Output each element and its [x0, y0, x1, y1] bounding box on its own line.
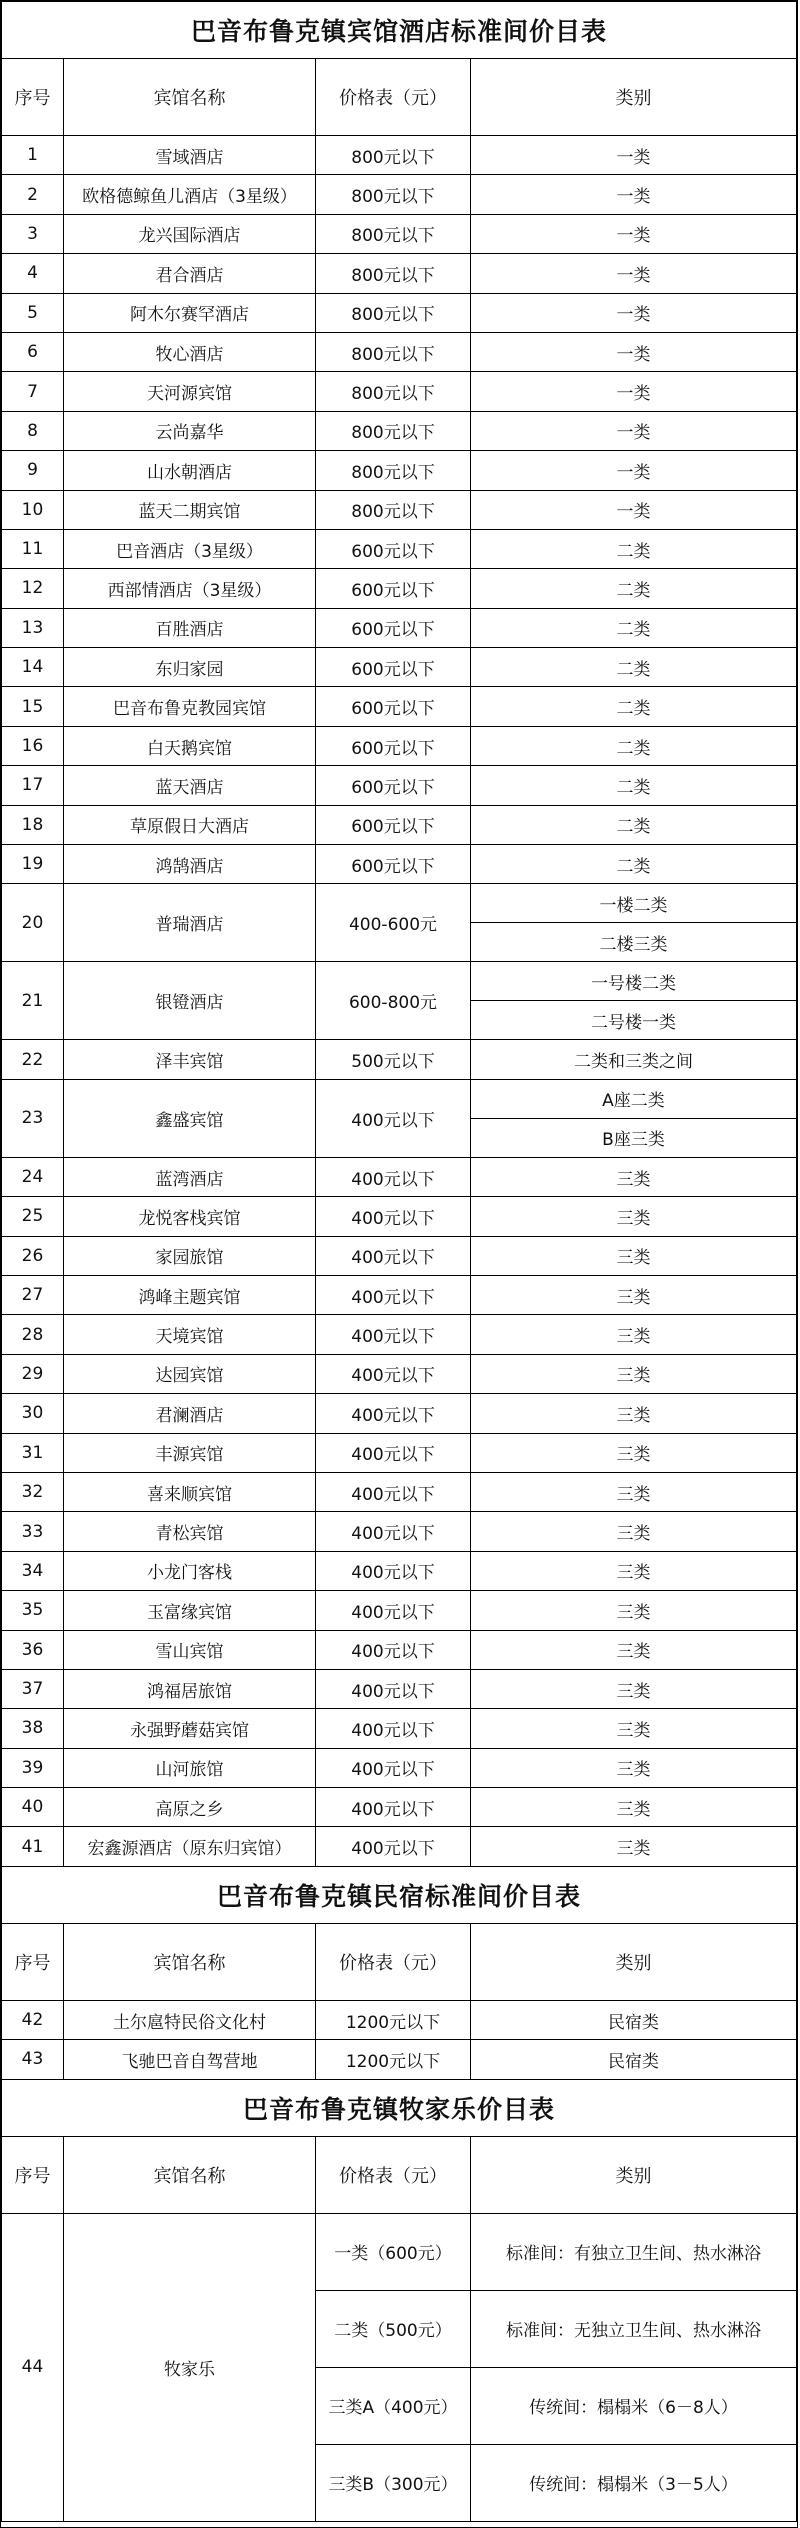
price-range: 400元以下 [316, 1315, 471, 1354]
row-number: 36 [2, 1630, 64, 1669]
table-row [2, 175, 797, 214]
table-row [2, 1040, 797, 1079]
category: 二号楼一类 [471, 1001, 797, 1040]
table-row [2, 136, 797, 175]
row-number: 27 [2, 1275, 64, 1314]
table-row [2, 1315, 797, 1354]
row-number: 12 [2, 569, 64, 608]
row-number: 3 [2, 214, 64, 253]
table-row [2, 1394, 797, 1433]
tier-category: 传统间：榻榻米（6－8人） [471, 2367, 797, 2444]
table-row [2, 726, 797, 765]
table-row [2, 845, 797, 884]
price-range: 800元以下 [316, 293, 471, 332]
category: 二类 [471, 648, 797, 687]
hotel-name: 永强野蘑菇宾馆 [64, 1709, 316, 1748]
category: 民宿类 [471, 2040, 797, 2079]
tier-category: 标准间：有独立卫生间、热水淋浴 [471, 2213, 797, 2290]
table-row [2, 2213, 797, 2290]
hotel-name: 白天鹅宾馆 [64, 726, 316, 765]
row-number: 19 [2, 845, 64, 884]
price-range: 1200元以下 [316, 2000, 471, 2039]
category: A座二类 [471, 1079, 797, 1118]
row-number: 37 [2, 1669, 64, 1708]
price-range: 400元以下 [316, 1669, 471, 1708]
price-range: 800元以下 [316, 372, 471, 411]
category: 二类 [471, 805, 797, 844]
table-row [2, 569, 797, 608]
hotel-name: 君澜酒店 [64, 1394, 316, 1433]
category: 三类 [471, 1551, 797, 1590]
homestay_section-header-row [2, 1923, 797, 2000]
category: 一号楼二类 [471, 962, 797, 1001]
tier-price: 三类A（400元） [316, 2367, 471, 2444]
hotel-name: 牧家乐 [64, 2213, 316, 2521]
hotel-name: 蓝天酒店 [64, 766, 316, 805]
hotel-name: 百胜酒店 [64, 608, 316, 647]
row-number: 14 [2, 648, 64, 687]
price-range: 400元以下 [316, 1354, 471, 1393]
table-row [2, 1551, 797, 1590]
row-number: 42 [2, 2000, 64, 2039]
category: 二类 [471, 608, 797, 647]
hotel-name: 鑫盛宾馆 [64, 1079, 316, 1157]
price-range: 600-800元 [316, 962, 471, 1040]
category: 一类 [471, 490, 797, 529]
hotel_section-title-row [2, 2, 797, 59]
hotel-name: 银镫酒店 [64, 962, 316, 1040]
tier-price: 三类B（300元） [316, 2444, 471, 2521]
row-number: 20 [2, 884, 64, 962]
row-number: 5 [2, 293, 64, 332]
table-row [2, 293, 797, 332]
category: 三类 [471, 1630, 797, 1669]
row-number: 24 [2, 1157, 64, 1196]
category: B座三类 [471, 1118, 797, 1157]
row-number: 15 [2, 687, 64, 726]
table-row [2, 411, 797, 450]
category: 一类 [471, 332, 797, 371]
hotel-name: 西部情酒店（3星级） [64, 569, 316, 608]
price-range: 500元以下 [316, 1040, 471, 1079]
category: 一类 [471, 254, 797, 293]
category: 一楼二类 [471, 884, 797, 923]
price-range: 800元以下 [316, 451, 471, 490]
hotel-name: 雪山宾馆 [64, 1630, 316, 1669]
price-range: 400元以下 [316, 1433, 471, 1472]
row-number: 31 [2, 1433, 64, 1472]
hotel-name: 喜来顺宾馆 [64, 1472, 316, 1511]
table-row [2, 2000, 797, 2039]
table-row [2, 1079, 797, 1118]
category: 二类 [471, 687, 797, 726]
table-row [2, 214, 797, 253]
table-row [2, 332, 797, 371]
price-range: 600元以下 [316, 845, 471, 884]
category: 一类 [471, 214, 797, 253]
price-range: 800元以下 [316, 490, 471, 529]
row-number: 32 [2, 1472, 64, 1511]
table-row [2, 766, 797, 805]
category: 三类 [471, 1433, 797, 1472]
hotel-name: 草原假日大酒店 [64, 805, 316, 844]
category: 三类 [471, 1157, 797, 1196]
hotel-name: 天境宾馆 [64, 1315, 316, 1354]
tier-category: 传统间：榻榻米（3－5人） [471, 2444, 797, 2521]
hotel-name: 巴音布鲁克教园宾馆 [64, 687, 316, 726]
row-number: 35 [2, 1591, 64, 1630]
hotel-name: 泽丰宾馆 [64, 1040, 316, 1079]
table-row [2, 1827, 797, 1866]
row-number: 33 [2, 1512, 64, 1551]
header-price: 价格表（元） [316, 59, 471, 136]
hotel-name: 宏鑫源酒店（原东归宾馆） [64, 1827, 316, 1866]
row-number: 29 [2, 1354, 64, 1393]
price-range: 400元以下 [316, 1591, 471, 1630]
table-row [2, 687, 797, 726]
price-range: 400元以下 [316, 1079, 471, 1157]
table-row [2, 1709, 797, 1748]
header-category: 类别 [471, 1923, 797, 2000]
header-category: 类别 [471, 2136, 797, 2213]
row-number: 28 [2, 1315, 64, 1354]
row-number: 4 [2, 254, 64, 293]
hotel-name: 牧心酒店 [64, 332, 316, 371]
row-number: 1 [2, 136, 64, 175]
table-row [2, 608, 797, 647]
category: 三类 [471, 1591, 797, 1630]
hotel-name: 普瑞酒店 [64, 884, 316, 962]
price-range: 400元以下 [316, 1630, 471, 1669]
row-number: 18 [2, 805, 64, 844]
tier-price: 一类（600元） [316, 2213, 471, 2290]
row-number: 9 [2, 451, 64, 490]
category: 一类 [471, 451, 797, 490]
category: 民宿类 [471, 2000, 797, 2039]
hotel-name: 山河旅馆 [64, 1748, 316, 1787]
table-row [2, 529, 797, 568]
table-row [2, 1472, 797, 1511]
hotel-name: 阿木尔赛罕酒店 [64, 293, 316, 332]
table-row [2, 372, 797, 411]
category: 三类 [471, 1709, 797, 1748]
tier-category: 标准间：无独立卫生间、热水淋浴 [471, 2290, 797, 2367]
price-range: 1200元以下 [316, 2040, 471, 2079]
hotel-name: 山水朝酒店 [64, 451, 316, 490]
hotel-name: 天河源宾馆 [64, 372, 316, 411]
row-number: 41 [2, 1827, 64, 1866]
category: 三类 [471, 1472, 797, 1511]
price-range: 600元以下 [316, 805, 471, 844]
row-number: 16 [2, 726, 64, 765]
header-no: 序号 [2, 1923, 64, 2000]
row-number: 25 [2, 1197, 64, 1236]
row-number: 13 [2, 608, 64, 647]
price-range: 800元以下 [316, 332, 471, 371]
hotel-name: 家园旅馆 [64, 1236, 316, 1275]
price-range: 800元以下 [316, 411, 471, 450]
table-row [2, 1669, 797, 1708]
price-range: 800元以下 [316, 175, 471, 214]
table-row [2, 884, 797, 923]
table-row [2, 1197, 797, 1236]
price-range: 600元以下 [316, 529, 471, 568]
price-range: 800元以下 [316, 254, 471, 293]
table-row [2, 254, 797, 293]
section-title: 巴音布鲁克镇宾馆酒店标准间价目表 [2, 2, 797, 59]
category: 三类 [471, 1197, 797, 1236]
price-range: 400元以下 [316, 1788, 471, 1827]
row-number: 30 [2, 1394, 64, 1433]
category: 二类和三类之间 [471, 1040, 797, 1079]
herdsman_section-title-row [2, 2079, 797, 2136]
category: 三类 [471, 1788, 797, 1827]
category: 三类 [471, 1669, 797, 1708]
category: 三类 [471, 1827, 797, 1866]
row-number: 43 [2, 2040, 64, 2079]
table-row [2, 1748, 797, 1787]
table-row [2, 490, 797, 529]
price-range: 400元以下 [316, 1551, 471, 1590]
table-row [2, 1433, 797, 1472]
category: 三类 [471, 1275, 797, 1314]
price-range: 400-600元 [316, 884, 471, 962]
price-range: 800元以下 [316, 214, 471, 253]
hotel-name: 鸿峰主题宾馆 [64, 1275, 316, 1314]
row-number: 26 [2, 1236, 64, 1275]
price-range: 600元以下 [316, 569, 471, 608]
price-range: 400元以下 [316, 1394, 471, 1433]
hotel-name: 玉富缘宾馆 [64, 1591, 316, 1630]
price-range: 800元以下 [316, 136, 471, 175]
price-range: 400元以下 [316, 1709, 471, 1748]
header-price: 价格表（元） [316, 1923, 471, 2000]
table-row [2, 1788, 797, 1827]
hotel-name: 君合酒店 [64, 254, 316, 293]
price-range: 400元以下 [316, 1512, 471, 1551]
hotel-name: 飞驰巴音自驾营地 [64, 2040, 316, 2079]
header-no: 序号 [2, 59, 64, 136]
table-row [2, 805, 797, 844]
hotel-name: 土尔扈特民俗文化村 [64, 2000, 316, 2039]
table-row [2, 1275, 797, 1314]
category: 二类 [471, 845, 797, 884]
hotel-name: 青松宾馆 [64, 1512, 316, 1551]
row-number: 21 [2, 962, 64, 1040]
category: 二类 [471, 569, 797, 608]
row-number: 11 [2, 529, 64, 568]
category: 二类 [471, 529, 797, 568]
category: 三类 [471, 1315, 797, 1354]
section-title: 巴音布鲁克镇民宿标准间价目表 [2, 1866, 797, 1923]
header-no: 序号 [2, 2136, 64, 2213]
hotel-name: 云尚嘉华 [64, 411, 316, 450]
table-row [2, 1630, 797, 1669]
price-range: 400元以下 [316, 1197, 471, 1236]
table-row [2, 1236, 797, 1275]
category: 二类 [471, 766, 797, 805]
row-number: 40 [2, 1788, 64, 1827]
row-number: 38 [2, 1709, 64, 1748]
price-range: 400元以下 [316, 1472, 471, 1511]
table-row [2, 2040, 797, 2079]
price-range: 400元以下 [316, 1236, 471, 1275]
category: 二楼三类 [471, 923, 797, 962]
category: 一类 [471, 293, 797, 332]
category: 三类 [471, 1236, 797, 1275]
hotel-name: 东归家园 [64, 648, 316, 687]
header-category: 类别 [471, 59, 797, 136]
price-range: 600元以下 [316, 726, 471, 765]
hotel_section-header-row [2, 59, 797, 136]
section-title: 巴音布鲁克镇牧家乐价目表 [2, 2079, 797, 2136]
price-range: 400元以下 [316, 1157, 471, 1196]
row-number: 34 [2, 1551, 64, 1590]
tier-price: 二类（500元） [316, 2290, 471, 2367]
table-row [2, 648, 797, 687]
category: 一类 [471, 411, 797, 450]
row-number: 6 [2, 332, 64, 371]
hotel-name: 蓝天二期宾馆 [64, 490, 316, 529]
hotel-name: 鸿鹄酒店 [64, 845, 316, 884]
price-range: 600元以下 [316, 648, 471, 687]
category: 一类 [471, 175, 797, 214]
row-number: 44 [2, 2213, 64, 2521]
category: 三类 [471, 1354, 797, 1393]
table-row [2, 1512, 797, 1551]
table-row [2, 451, 797, 490]
row-number: 8 [2, 411, 64, 450]
hotel-name: 鸿福居旅馆 [64, 1669, 316, 1708]
hotel-name: 高原之乡 [64, 1788, 316, 1827]
hotel-name: 欧格德鲸鱼儿酒店（3星级） [64, 175, 316, 214]
price-range: 400元以下 [316, 1275, 471, 1314]
row-number: 39 [2, 1748, 64, 1787]
hotel-name: 龙兴国际酒店 [64, 214, 316, 253]
category: 一类 [471, 136, 797, 175]
hotel-name: 巴音酒店（3星级） [64, 529, 316, 568]
row-number: 2 [2, 175, 64, 214]
table-row [2, 1591, 797, 1630]
hotel-name: 达园宾馆 [64, 1354, 316, 1393]
price-range: 400元以下 [316, 1748, 471, 1787]
hotel-name: 龙悦客栈宾馆 [64, 1197, 316, 1236]
price-table [1, 1, 797, 2522]
row-number: 17 [2, 766, 64, 805]
row-number: 10 [2, 490, 64, 529]
category: 一类 [471, 372, 797, 411]
row-number: 7 [2, 372, 64, 411]
homestay_section-title-row [2, 1866, 797, 1923]
header-price: 价格表（元） [316, 2136, 471, 2213]
hotel-name: 小龙门客栈 [64, 1551, 316, 1590]
category: 三类 [471, 1512, 797, 1551]
header-name: 宾馆名称 [64, 2136, 316, 2213]
category: 二类 [471, 726, 797, 765]
row-number: 23 [2, 1079, 64, 1157]
header-name: 宾馆名称 [64, 59, 316, 136]
hotel-name: 丰源宾馆 [64, 1433, 316, 1472]
price-range: 400元以下 [316, 1827, 471, 1866]
category: 三类 [471, 1748, 797, 1787]
row-number: 22 [2, 1040, 64, 1079]
table-row [2, 962, 797, 1001]
table-row [2, 1157, 797, 1196]
price-range: 600元以下 [316, 687, 471, 726]
category: 三类 [471, 1394, 797, 1433]
table-row [2, 1354, 797, 1393]
hotel-name: 蓝湾酒店 [64, 1157, 316, 1196]
header-name: 宾馆名称 [64, 1923, 316, 2000]
price-range: 600元以下 [316, 608, 471, 647]
price-range: 600元以下 [316, 766, 471, 805]
herdsman_section-header-row [2, 2136, 797, 2213]
hotel-name: 雪域酒店 [64, 136, 316, 175]
